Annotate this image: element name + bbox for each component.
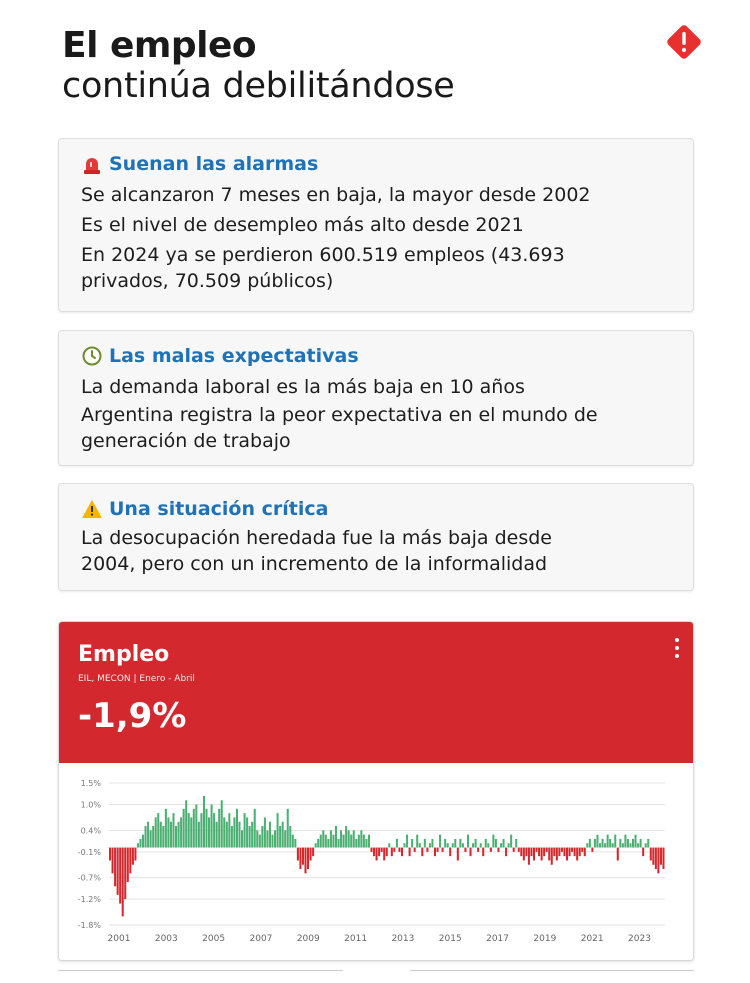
bar — [322, 830, 324, 847]
card-text-line: En 2024 ya se perdieron 600.519 empleos (43.693 — [81, 244, 565, 266]
bar — [127, 848, 129, 882]
bar — [619, 839, 621, 848]
bar — [454, 839, 456, 848]
bar — [134, 848, 136, 861]
bar — [627, 839, 629, 848]
bar — [543, 848, 545, 857]
bar — [160, 822, 162, 848]
bar — [553, 848, 555, 857]
bar — [277, 813, 279, 847]
chart-header — [59, 622, 693, 763]
bar — [462, 843, 464, 847]
alarm-card — [58, 138, 694, 312]
bar — [437, 848, 439, 852]
bar — [388, 843, 390, 847]
bar — [510, 835, 512, 848]
bar — [345, 826, 347, 848]
x-tick-label: 2005 — [202, 934, 226, 944]
chart-headline-value: -1,9% — [78, 696, 187, 736]
bar — [518, 848, 520, 852]
bar — [139, 839, 141, 848]
bar — [114, 848, 116, 887]
bar — [337, 839, 339, 848]
bar — [373, 848, 375, 857]
bar — [310, 848, 312, 861]
bar — [195, 805, 197, 848]
bar — [546, 848, 548, 852]
bar — [251, 822, 253, 848]
bar — [485, 839, 487, 848]
alert-diamond-icon[interactable] — [663, 21, 705, 63]
bar — [584, 848, 586, 857]
bar — [175, 826, 177, 848]
title-line-2: continúa debilitándose — [62, 66, 455, 106]
bar — [147, 822, 149, 848]
bar — [368, 835, 370, 848]
bar — [185, 800, 187, 847]
card-text-line: La desocupación heredada fue la más baja desde — [81, 527, 553, 549]
bar — [365, 839, 367, 848]
bar — [216, 822, 218, 848]
bar — [637, 843, 639, 847]
bar — [444, 839, 446, 848]
bar — [119, 848, 121, 904]
bar — [228, 813, 230, 847]
bar — [378, 848, 380, 857]
card-title: Una situación crítica — [109, 498, 329, 520]
bar — [602, 839, 604, 848]
bar — [490, 848, 492, 852]
bar — [381, 848, 383, 852]
bar — [429, 843, 431, 847]
bar — [282, 822, 284, 848]
bar — [520, 848, 522, 857]
bar — [472, 843, 474, 847]
bar — [505, 848, 507, 857]
bar — [396, 839, 398, 848]
bar — [350, 835, 352, 848]
bar — [190, 817, 192, 847]
card-text-line: Argentina registra la peor expectativa en el mundo de — [81, 404, 598, 426]
bar — [294, 839, 296, 848]
bar — [464, 848, 466, 852]
bar — [569, 848, 571, 857]
bar — [211, 805, 213, 848]
bar — [249, 826, 251, 848]
bar — [497, 848, 499, 852]
bar — [183, 809, 185, 848]
bar — [376, 848, 378, 861]
bar — [612, 843, 614, 847]
bar — [353, 830, 355, 847]
bar — [492, 835, 494, 848]
bar — [622, 843, 624, 847]
bar — [246, 817, 248, 847]
bar — [244, 813, 246, 847]
bar — [566, 848, 568, 861]
bar — [231, 826, 233, 848]
bar — [254, 809, 256, 848]
bar — [167, 817, 169, 847]
y-tick-label: -1.8% — [77, 921, 101, 930]
employment-chart-card — [58, 621, 694, 961]
bar — [299, 848, 301, 870]
bar — [327, 839, 329, 848]
bar — [662, 848, 664, 870]
bar — [155, 817, 157, 847]
bar — [304, 848, 306, 874]
bar — [208, 817, 210, 847]
bar — [538, 848, 540, 857]
bar — [226, 822, 228, 848]
critical-card — [58, 483, 694, 591]
bar — [470, 848, 472, 857]
bar — [340, 830, 342, 847]
bar — [591, 848, 593, 852]
bar — [642, 848, 644, 857]
bar — [172, 813, 174, 847]
bar — [607, 835, 609, 848]
bar — [523, 848, 525, 861]
bar — [416, 835, 418, 848]
x-tick-label: 2009 — [296, 934, 320, 944]
bar — [371, 848, 373, 852]
bar — [307, 848, 309, 870]
x-tick-label: 2021 — [580, 934, 604, 944]
bar — [596, 835, 598, 848]
bar — [503, 839, 505, 848]
bar — [203, 796, 205, 848]
bar — [449, 848, 451, 857]
bar — [145, 826, 147, 848]
bar — [480, 843, 482, 847]
bar — [599, 843, 601, 847]
bar — [264, 817, 266, 847]
bar — [221, 800, 223, 847]
x-tick-label: 2019 — [533, 934, 557, 944]
bar — [614, 835, 616, 848]
bar — [284, 830, 286, 847]
bar — [495, 839, 497, 848]
bar — [279, 826, 281, 848]
chart-title: Empleo — [78, 642, 170, 667]
bar — [528, 848, 530, 865]
bar — [551, 848, 553, 865]
bar — [442, 848, 444, 852]
bar — [236, 809, 238, 848]
bar — [515, 839, 517, 848]
bar — [393, 848, 395, 852]
bar — [198, 822, 200, 848]
warning-icon — [81, 498, 103, 520]
bar — [556, 848, 558, 861]
x-tick-label: 2007 — [249, 934, 273, 944]
bar — [117, 848, 119, 895]
bar — [467, 835, 469, 848]
bar — [124, 848, 126, 900]
bar — [655, 848, 657, 870]
bar — [360, 830, 362, 847]
bar — [576, 848, 578, 861]
bar — [256, 830, 258, 847]
x-tick-label: 2017 — [486, 934, 510, 944]
bar — [475, 839, 477, 848]
bar — [548, 848, 550, 861]
bar — [558, 848, 560, 857]
bar — [660, 848, 662, 865]
bar — [137, 843, 139, 847]
y-tick-label: -0.7% — [77, 873, 101, 883]
bar — [579, 848, 581, 857]
bar — [409, 848, 411, 857]
x-tick-label: 2011 — [344, 934, 368, 944]
clock-icon — [81, 345, 103, 367]
bar — [343, 835, 345, 848]
bar — [170, 822, 172, 848]
bar — [635, 835, 637, 848]
expectations-card — [58, 330, 694, 466]
bar — [112, 848, 114, 874]
bar — [297, 848, 299, 861]
bar — [233, 817, 235, 847]
bar — [325, 835, 327, 848]
x-tick-label: 2013 — [391, 934, 415, 944]
bar — [431, 839, 433, 848]
bar — [292, 835, 294, 848]
bar — [652, 848, 654, 865]
bar — [632, 839, 634, 848]
x-tick-label: 2003 — [154, 934, 178, 944]
bar — [561, 848, 563, 852]
bar — [142, 835, 144, 848]
card-title: Las malas expectativas — [109, 345, 359, 367]
bar — [129, 848, 131, 874]
bar — [541, 848, 543, 861]
bar — [259, 835, 261, 848]
bar — [178, 822, 180, 848]
y-tick-label: -0.1% — [77, 847, 101, 857]
bar — [162, 826, 164, 848]
bar — [320, 835, 322, 848]
bar — [581, 848, 583, 852]
card-title: Suenan las alarmas — [109, 153, 319, 175]
bar — [332, 835, 334, 848]
chart-source: EIL, MECON | Enero - Abril — [78, 674, 195, 684]
bar — [434, 848, 436, 857]
bar — [609, 839, 611, 848]
bar — [645, 843, 647, 847]
bar — [200, 813, 202, 847]
bar — [386, 848, 388, 857]
next-card-edge — [410, 970, 694, 983]
bar — [218, 809, 220, 848]
siren-icon — [81, 153, 103, 175]
kebab-menu-icon[interactable] — [673, 638, 681, 664]
bar — [335, 826, 337, 848]
card-text-line: La demanda laboral es la más baja en 10 años — [81, 376, 525, 398]
bar — [315, 843, 317, 847]
bar — [348, 830, 350, 847]
x-tick-label: 2015 — [438, 934, 462, 944]
bar — [414, 848, 416, 852]
bar — [383, 848, 385, 861]
bar — [401, 848, 403, 857]
bar — [533, 848, 535, 861]
bar — [426, 848, 428, 852]
bar — [261, 826, 263, 848]
bar — [165, 809, 167, 848]
page-title — [62, 26, 455, 106]
bar — [223, 817, 225, 847]
card-text-line: privados, 70.509 públicos) — [81, 270, 334, 292]
bar — [406, 835, 408, 848]
bar — [266, 830, 268, 847]
bar — [457, 848, 459, 861]
bar — [205, 809, 207, 848]
bar — [447, 843, 449, 847]
bar — [150, 830, 152, 847]
bar — [152, 826, 154, 848]
bar — [355, 839, 357, 848]
bar — [157, 813, 159, 847]
bar — [640, 839, 642, 848]
bar — [617, 848, 619, 861]
bar — [213, 813, 215, 847]
x-tick-label: 2001 — [107, 934, 131, 944]
bar — [419, 843, 421, 847]
bar — [624, 835, 626, 848]
y-tick-label: 1.0% — [80, 800, 101, 810]
bar — [574, 848, 576, 857]
bar — [302, 848, 304, 865]
bar — [188, 813, 190, 847]
bar — [477, 848, 479, 852]
bar — [657, 848, 659, 874]
bar — [530, 848, 532, 857]
bar — [271, 835, 273, 848]
y-tick-label: 0.4% — [80, 826, 101, 836]
bar — [487, 843, 489, 847]
bar — [193, 809, 195, 848]
bar — [459, 839, 461, 848]
bar — [289, 826, 291, 848]
bar — [287, 809, 289, 848]
bar — [586, 843, 588, 847]
bar — [589, 839, 591, 848]
bar — [317, 839, 319, 848]
bar — [363, 835, 365, 848]
bar — [513, 848, 515, 852]
bar — [274, 830, 276, 847]
y-tick-label: 1.5% — [80, 779, 101, 788]
bar — [439, 835, 441, 848]
card-text-line: Es el nivel de desempleo más alto desde 2021 — [81, 214, 524, 236]
card-text-line: Se alcanzaron 7 meses en baja, la mayor desde 2002 — [81, 184, 591, 206]
bar — [594, 839, 596, 848]
bar — [482, 848, 484, 857]
bar — [132, 848, 134, 865]
bar — [500, 843, 502, 847]
title-line-1: El empleo — [62, 25, 257, 66]
bar — [452, 843, 454, 847]
bar — [391, 848, 393, 857]
bar — [604, 843, 606, 847]
bar — [358, 835, 360, 848]
bar — [536, 848, 538, 852]
bar — [241, 830, 243, 847]
bar — [238, 822, 240, 848]
bar — [525, 848, 527, 857]
bar — [122, 848, 124, 917]
bar — [508, 843, 510, 847]
bar — [312, 848, 314, 857]
card-text-line: 2004, pero con un incremento de la informalidad — [81, 553, 548, 575]
bar — [398, 848, 400, 852]
bar — [647, 839, 649, 848]
bar — [180, 817, 182, 847]
bar-chart — [59, 763, 694, 961]
bar — [269, 822, 271, 848]
bar — [571, 848, 573, 852]
next-card-edge — [58, 970, 343, 983]
bar — [629, 843, 631, 847]
bar — [563, 848, 565, 857]
x-tick-label: 2023 — [628, 934, 651, 944]
bar — [109, 848, 111, 861]
bar — [330, 830, 332, 847]
y-tick-label: -1.2% — [77, 895, 101, 905]
bar — [404, 843, 406, 847]
card-text-line: generación de trabajo — [81, 430, 291, 452]
bar — [424, 839, 426, 848]
bar — [650, 848, 652, 861]
bar — [411, 839, 413, 848]
bar — [421, 848, 423, 857]
